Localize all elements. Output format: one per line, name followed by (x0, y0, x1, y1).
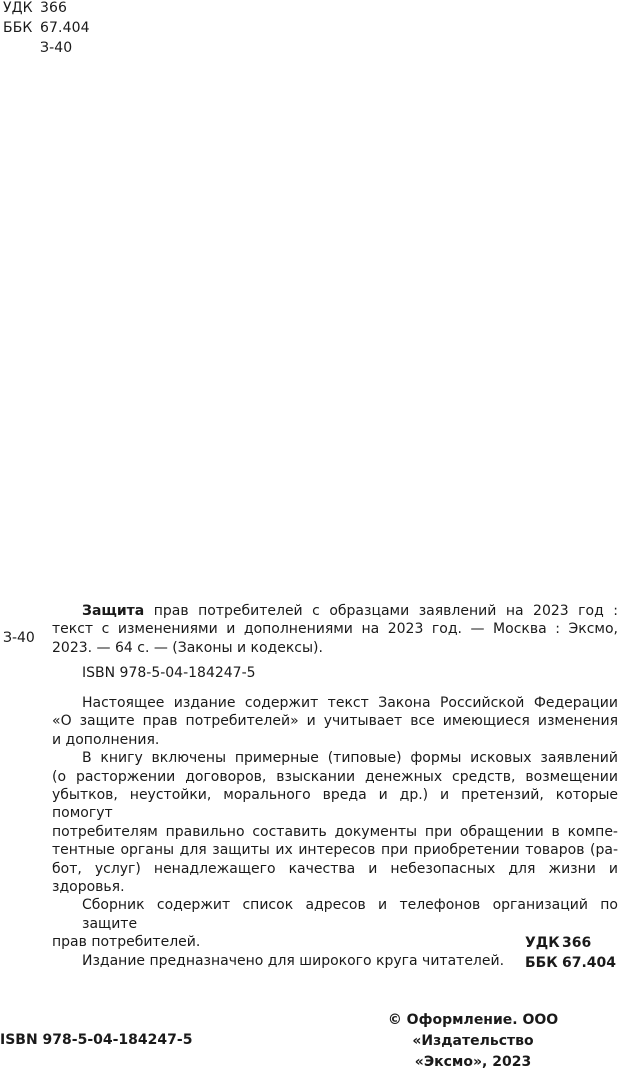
annotation-line: бот, услуг) ненадлежащего качества и небезопасных для жизни и здоровья. (52, 860, 618, 896)
bibliographic-entry (52, 602, 618, 683)
footer-isbn: ISBN 978-5-04-184247-5 (0, 1032, 193, 1048)
copyright-line-1: © Оформление. ООО «Издательство (387, 1012, 559, 1049)
annotation-line: Издание предназначено для широкого круга читателей. (82, 952, 505, 969)
bbk-code-row (525, 953, 616, 973)
annotation-line: убытков, неустойки, морального вреда и др.) и претензий, которые помогут (52, 787, 618, 822)
annotation-line: (о расторжении договоров, взыскании денежных средств, возмещении (52, 768, 618, 785)
annotation-line: потребителям правильно составить документы при обращении в компе- (52, 823, 618, 840)
bbk-row (3, 18, 90, 38)
annotation-line: и дополнения. (52, 731, 160, 748)
author-sign-row (3, 38, 90, 58)
udk-code-value: 366 (561, 935, 592, 951)
udk-row (3, 0, 90, 18)
udk-label: УДК (3, 0, 33, 16)
copyright-notice (328, 1010, 618, 1073)
bbk-code-label: ББК (524, 955, 558, 971)
bbk-label: ББК (3, 20, 33, 36)
margin-author-sign: З-40 (3, 630, 35, 646)
entry-line-1 (52, 602, 618, 620)
annotation-line: Сборник содержит список адресов и телефонов организаций по защите (82, 897, 618, 932)
entry-title: Защита (82, 603, 145, 619)
annotation-paragraph-1 (52, 694, 618, 749)
udk-value: 366 (40, 0, 68, 16)
udk-code-row (525, 933, 616, 953)
entry-isbn: ISBN 978-5-04-184247-5 (82, 665, 256, 682)
bbk-value: 67.404 (40, 20, 90, 36)
entry-line-1-rest: прав потребителей с образцами заявлений на 2023 год : (153, 603, 618, 619)
bbk-code-value: 67.404 (561, 955, 616, 971)
copyright-line-2: «Эксмо», 2023 (414, 1054, 532, 1070)
header-codes (3, 0, 90, 58)
entry-line-3: 2023. — 64 с. — (Законы и кодексы). (52, 639, 323, 656)
classification-codes (525, 933, 616, 973)
author-sign: З-40 (40, 40, 73, 56)
annotation-line: В книгу включены примерные (типовые) формы исковых заявлений (82, 750, 618, 767)
annotation (52, 694, 618, 970)
annotation-paragraph-2 (52, 749, 618, 896)
annotation-line: тентные органы для защиты их интересов при приобретении товаров (ра- (52, 842, 618, 859)
udk-code-label: УДК (524, 935, 560, 951)
annotation-line: Настоящее издание содержит текст Закона Российской Федерации (82, 695, 618, 711)
annotation-line: прав потребителей. (52, 934, 201, 951)
annotation-line: «О защите прав потребителей» и учитывает все имеющиеся изменения (52, 713, 618, 730)
entry-line-2: текст с изменениями и дополнениями на 2023 год. — Москва : Эксмо, (52, 621, 618, 638)
